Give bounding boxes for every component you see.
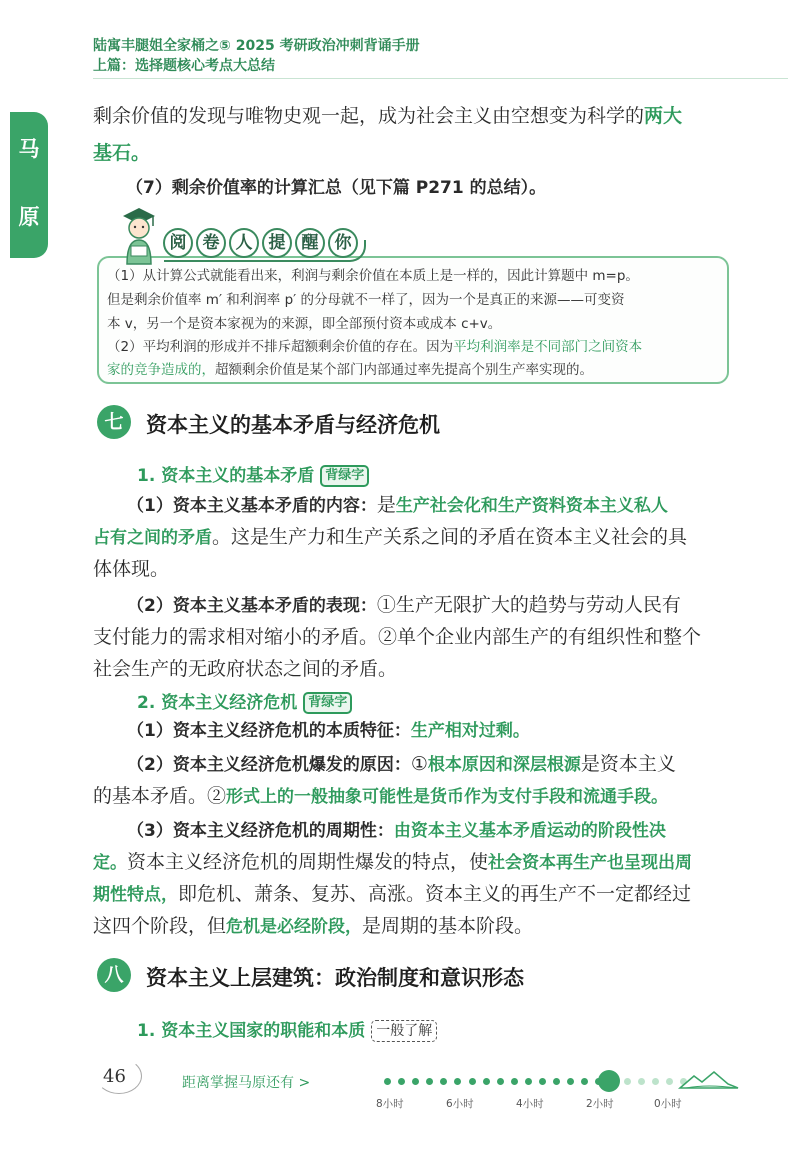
progress-dot [525,1078,532,1085]
progress-dot [666,1078,673,1085]
subsection-label: 1. 资本主义的基本矛盾 [137,466,315,486]
tip-line [107,358,593,378]
body-text: ① [410,753,428,775]
progress-dot [652,1078,659,1085]
section-number-badge: 七 [97,405,131,439]
hour-label: 4小时 [516,1098,544,1110]
highlight-text: 生产社会化和生产资料资本主义私人 [395,496,668,516]
paragraph-line [93,781,668,812]
progress-dot [454,1078,461,1085]
progress-dot [469,1078,476,1085]
point-lead: （1）资本主义基本矛盾的内容： [127,496,377,516]
intro-text: 剩余价值的发现与唯物史观一起，成为社会主义由空想变为科学的 [93,105,645,127]
title-char: 人 [229,228,259,258]
paragraph-line [127,815,666,846]
paragraph-line [127,590,681,621]
progress-dot [581,1078,588,1085]
highlight-text: 危机是必经阶段， [226,917,363,937]
tip-highlight: 平均利润率是不同部门之间资本 [453,339,643,355]
highlight-text: 期性特点， [93,885,178,905]
progress-current-marker [598,1070,620,1092]
tip-line: （1）从计算公式就能看出来，利润与剩余价值在本质上是一样的，因此计算题中 m=p。 [107,268,639,284]
title-char: 阅 [163,228,193,258]
body-text: 即危机、萧条、复苏、高涨。资本主义的再生产不一定都经过 [178,883,692,905]
graduate-figure-icon [117,204,161,266]
title-char: 卷 [196,228,226,258]
progress-dot [567,1078,574,1085]
body-text: 是周期的基本阶段。 [362,915,534,937]
highlight-text: 根本原因和深层根源 [427,755,581,775]
paragraph-line [93,879,691,910]
highlight-text: 形式上的一般抽象可能性是货币作为支付手段和流通手段。 [226,787,669,807]
section-title: 资本主义的基本矛盾与经济危机 [146,413,440,437]
tip-text: 超额剩余价值是某个部门内部通过率先提高个别生产率实现的。 [215,362,593,378]
mountain-goal-icon [678,1068,740,1090]
tip-line: 但是剩余价值率 m′ 和利润率 p′ 的分母就不一样了，因为一个是真正的来源——可变资 [107,292,625,308]
body-text: 的基本矛盾。② [93,785,227,807]
point-lead: （2）资本主义基本矛盾的表现： [127,596,377,616]
progress-dot [511,1078,518,1085]
chapter-side-tab [10,112,48,258]
progress-dot [553,1078,560,1085]
running-header-subtitle: 上篇：选择题核心考点大总结 [93,58,275,74]
point-lead: （2）资本主义经济危机爆发的原因： [127,755,411,775]
memorize-tag: 背绿字 [320,465,369,487]
progress-dot [638,1078,645,1085]
header-divider [93,78,788,79]
paragraph-line [93,847,692,878]
highlight-text: 生产相对过剩。 [410,721,530,741]
body-text: 是 [376,494,396,516]
paragraph-line [127,490,668,521]
tip-line [107,335,642,355]
subsection-label: 1. 资本主义国家的职能和本质 [137,1021,366,1041]
hour-label: 8小时 [376,1098,404,1110]
paragraph-line [127,715,530,746]
progress-dot [440,1078,447,1085]
progress-dot [624,1078,631,1085]
reminder-title [163,228,361,262]
page-number: 46 [103,1066,126,1087]
paragraph-line: 社会生产的无政府状态之间的矛盾。 [93,658,398,680]
point-lead: （3）资本主义经济危机的周期性： [127,821,394,841]
progress-dot [398,1078,405,1085]
side-tab-char: 马 [18,137,40,161]
body-text: 是资本主义 [580,753,676,775]
intro-line [93,101,682,131]
progress-dot [483,1078,490,1085]
title-char: 你 [328,228,358,258]
progress-label: 距离掌握马原还有 > [182,1075,311,1091]
progress-dot [539,1078,546,1085]
subsection-heading [137,688,352,714]
hour-label: 6小时 [446,1098,474,1110]
side-tab-char: 原 [18,205,40,229]
point-lead: （1）资本主义经济危机的本质特征： [127,721,411,741]
body-text: 。这是生产力和生产关系之间的矛盾在资本主义社会的具 [212,526,688,548]
body-text: 资本主义经济危机的周期性爆发的特点，使 [127,851,489,873]
running-header-title: 陆寓丰腿姐全家桶之⑤ 2025 考研政治冲刺背诵手册 [93,38,420,54]
hour-label: 0小时 [654,1098,682,1110]
memorize-tag: 背绿字 [303,692,352,714]
highlight-text: 社会资本再生产也呈现出周 [488,853,693,873]
progress-dot [426,1078,433,1085]
highlight-text: 定。 [93,853,127,873]
section-title: 资本主义上层建筑：政治制度和意识形态 [146,966,524,990]
progress-dot [384,1078,391,1085]
body-text: 这四个阶段，但 [93,915,227,937]
subsection-label: 2. 资本主义经济危机 [137,693,298,713]
paragraph-line: 支付能力的需求相对缩小的矛盾。②单个企业内部生产的有组织性和整个 [93,626,702,648]
title-char: 醒 [295,228,325,258]
progress-dot [497,1078,504,1085]
tip-line: 本 v，另一个是资本家视为的来源，即全部预付资本或成本 c+v。 [107,316,502,332]
body-text: ①生产无限扩大的趋势与劳动人民有 [376,594,681,616]
subsection-heading [137,1016,437,1042]
tip-highlight: 家的竞争造成的， [107,362,215,378]
highlight-text: 两大 [644,105,683,127]
tip-text: （2）平均利润的形成并不排斥超额剩余价值的存在。因为 [107,339,454,355]
paragraph-line [93,522,687,553]
highlight-text: 基石。 [93,142,151,164]
progress-dot [412,1078,419,1085]
paragraph-line [93,911,533,942]
highlight-text: 由资本主义基本矛盾运动的阶段性决 [393,821,666,841]
title-char: 提 [262,228,292,258]
highlight-text: 占有之间的矛盾 [93,528,212,548]
paragraph-line: 体体现。 [93,558,170,580]
section-number-badge: 八 [97,958,131,992]
hour-label: 2小时 [586,1098,614,1110]
general-knowledge-tag: 一般了解 [371,1020,437,1042]
paragraph-line [127,749,676,780]
subsection-heading [137,461,369,487]
item-7: （7）剩余价值率的计算汇总（见下篇 P271 的总结）。 [126,178,547,198]
